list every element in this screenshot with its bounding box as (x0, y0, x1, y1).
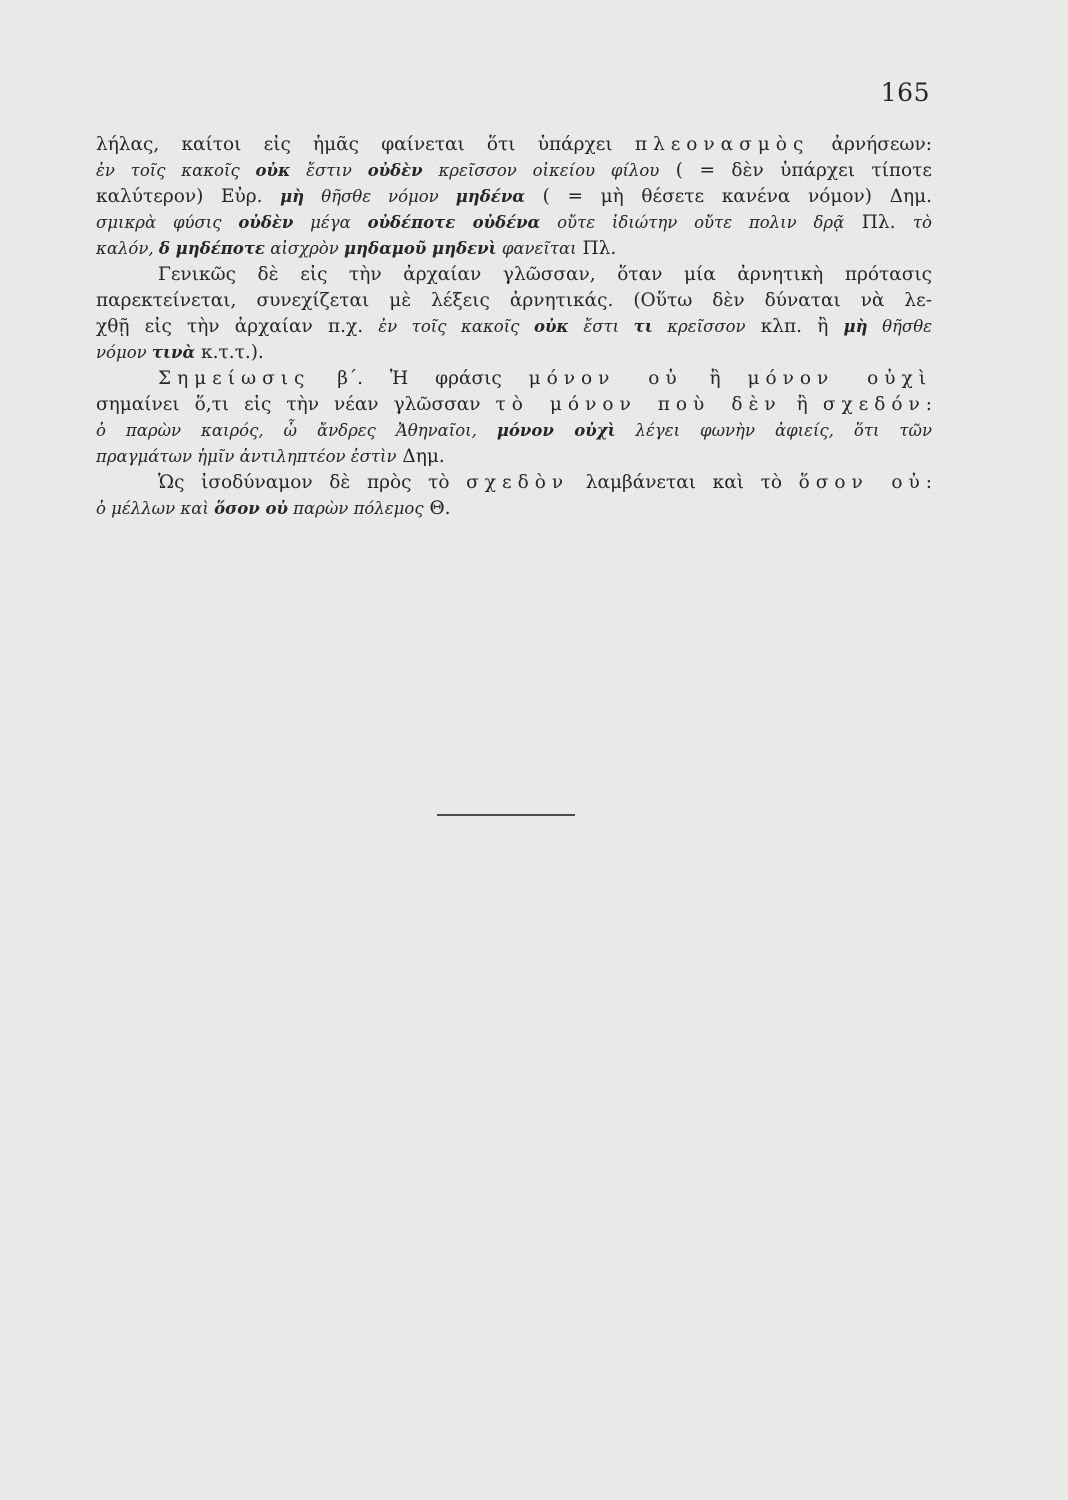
bold-italic-text: μηδαμοῦ μηδενὶ (343, 239, 497, 258)
text-line (96, 340, 932, 366)
spaced-text: σχεδὸν (466, 472, 570, 493)
text-segment: Πλ. (844, 212, 913, 233)
text-segment: Θ. (423, 498, 451, 519)
bold-italic-text: ὅσον οὐ (214, 499, 288, 518)
text-segment: λήλας, καίτοι εἰς ἡμᾶς φαίνεται ὅτι ὑπάρχει (96, 134, 635, 155)
text-segment: λαμβάνεται καὶ τὸ (569, 472, 799, 493)
italic-text: καλόν, (96, 239, 159, 258)
bold-italic-text: οὐκ (533, 317, 569, 336)
text-segment: σημαίνει ὅ,τι εἰς τὴν νέαν γλῶσσαν (96, 394, 496, 415)
spaced-text: μόνον οὐ (528, 368, 683, 389)
italic-text: νόμον (96, 343, 152, 362)
italic-text: σμικρὰ φύσις (96, 213, 239, 232)
italic-text: ὁ μέλλων καὶ (96, 499, 215, 518)
text-line (96, 470, 932, 496)
bold-italic-text: οὐδὲν (238, 213, 294, 232)
text-line (96, 262, 932, 288)
italic-text: ἔστι (568, 317, 634, 336)
text-line (96, 418, 932, 444)
italic-text: οὔτε ἰδιώτην οὔτε πολιν δρᾷ (540, 213, 845, 232)
italic-text: ἐν τοῖς κακοῖς (378, 317, 534, 336)
text-line (96, 444, 932, 470)
spaced-text: τὸ μόνον ποὺ δὲν (495, 394, 782, 415)
italic-text: ὁ παρὼν καιρός, ὦ ἄνδρες Ἀθηναῖοι, (96, 421, 497, 440)
italic-text: τὸ (912, 213, 932, 232)
text-segment: : (925, 472, 932, 493)
text-segment: ἀρνήσεων: (809, 134, 932, 155)
text-segment: χθῇ εἰς τὴν ἀρχαίαν π.χ. (96, 316, 379, 337)
text-line (96, 314, 932, 340)
bold-italic-text: μηδένα (455, 187, 525, 206)
italic-text: λέγει φωνὴν ἀφιείς, ὅτι τῶν (615, 421, 932, 440)
bold-italic-text: οὐκ (255, 161, 291, 180)
text-segment: Πλ. (576, 238, 617, 259)
bold-italic-text: οὐδέποτε οὐδένα (367, 213, 541, 232)
text-line (96, 132, 932, 158)
text-segment: Γενικῶς δὲ εἰς τὴν ἀρχαίαν γλῶσσαν, ὅταν μία ἀρνητικὴ πρότασις (158, 264, 932, 285)
text-line (96, 184, 932, 210)
bold-italic-text: μόνον οὐχὶ (496, 421, 616, 440)
spaced-text: σχεδόν (822, 394, 926, 415)
text-line (96, 496, 932, 522)
text-segment: καλύτερον) Εὐρ. (96, 186, 281, 207)
text-segment: παρεκτείνεται, συνεχίζεται μὲ λέξεις ἀρνητικάς. (Οὕτω δὲν δύναται νὰ λε- (96, 290, 932, 311)
italic-text: ἐν τοῖς κακοῖς (96, 161, 256, 180)
spaced-text: μόνον οὐχὶ (747, 368, 932, 389)
text-segment: : (925, 394, 932, 415)
italic-text: θῆσθε (867, 317, 932, 336)
body-text (96, 132, 932, 522)
italic-text: θῆσθε νόμον (304, 187, 456, 206)
section-divider (437, 814, 575, 816)
text-segment: Δημ. (396, 446, 445, 467)
page-number: 165 (880, 78, 930, 107)
text-segment: κ.τ.τ.). (195, 342, 264, 363)
italic-text: κρεῖσσον (652, 317, 746, 336)
bold-italic-text: τι (633, 317, 653, 336)
bold-italic-text: μὴ (843, 317, 868, 336)
bold-italic-text: οὐδὲν (367, 161, 423, 180)
italic-text: πραγμάτων ἡμῖν ἀντιληπτέον ἐστὶν (96, 447, 397, 466)
text-line (96, 366, 932, 392)
spaced-text: πλεονασμὸς (634, 134, 810, 155)
text-segment: ἢ (682, 368, 748, 389)
text-segment: κλπ. ἢ (745, 316, 844, 337)
bold-italic-text: μὴ (280, 187, 305, 206)
bold-italic-text: δ μηδέποτε (158, 239, 265, 258)
italic-text: αἰσχρὸν (264, 239, 344, 258)
italic-text: φανεῖται (496, 239, 577, 258)
text-line (96, 392, 932, 418)
spaced-text: ὅσον οὐ (798, 472, 926, 493)
italic-text: κρεῖσσον οἰκείου φίλου (422, 161, 660, 180)
spaced-text: Σημείωσις (158, 368, 311, 389)
text-line (96, 210, 932, 236)
italic-text: ἔστιν (290, 161, 368, 180)
text-segment: ( = μὴ θέσετε κανένα νόμον) Δημ. (524, 186, 932, 207)
text-line (96, 236, 932, 262)
italic-text: μέγα (293, 213, 368, 232)
text-segment: ἢ (781, 394, 823, 415)
text-line (96, 158, 932, 184)
text-segment: β΄. Ἡ φράσις (310, 368, 529, 389)
text-segment: ( = δὲν ὑπάρχει τίποτε (659, 160, 932, 181)
text-segment: Ὡς ἰσοδύναμον δὲ πρὸς τὸ (158, 472, 467, 493)
text-line (96, 288, 932, 314)
italic-text: παρὼν πόλεμος (287, 499, 424, 518)
bold-italic-text: τινὰ (151, 343, 196, 362)
